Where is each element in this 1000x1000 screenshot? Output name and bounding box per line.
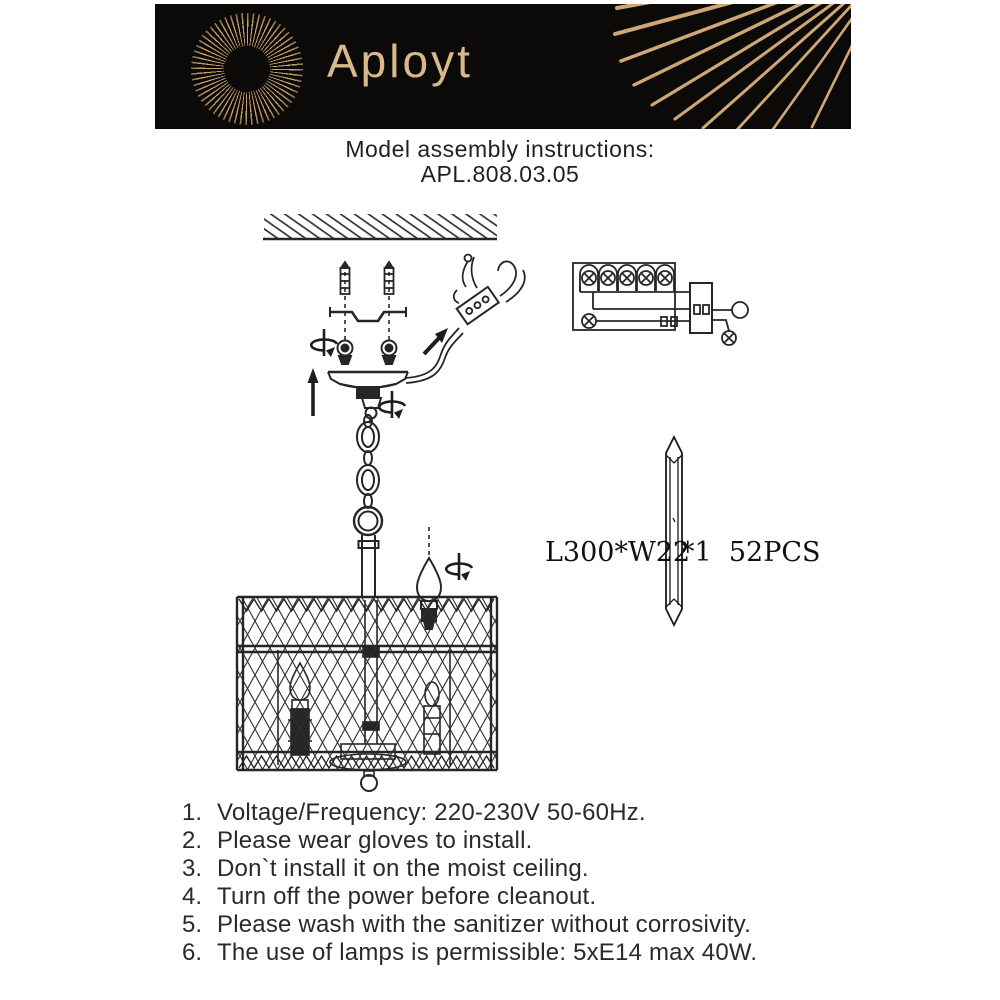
sheet-title: Model assembly instructions: [345, 136, 655, 162]
instruction-text: Please wash with the sanitizer without corrosivity. [217, 911, 751, 938]
instruction-item [160, 939, 757, 967]
instruction-item [160, 827, 757, 855]
lift-arrow-icon [308, 368, 319, 416]
mounting-hardware [330, 262, 406, 364]
ceiling-hatch [263, 214, 497, 239]
instruction-number: 2. [181, 827, 202, 854]
instruction-text: Please wear gloves to install. [217, 827, 533, 854]
brand-name: Aployt [327, 35, 473, 87]
instruction-text: Voltage/Frequency: 220-230V 50-60Hz. [217, 799, 646, 826]
rotate-icon [379, 391, 405, 419]
instruction-number: 3. [181, 855, 202, 882]
instruction-text: The use of lamps is permissible: 5xE14 max 40W. [217, 939, 758, 966]
instruction-item [160, 855, 757, 883]
instruction-item [160, 799, 757, 827]
instruction-item [160, 883, 757, 911]
instruction-text: Turn off the power before cleanout. [217, 883, 597, 910]
instruction-number: 6. [181, 939, 202, 966]
instruction-item [160, 911, 757, 939]
crystal-size-label: L300*W22 [545, 537, 691, 568]
instruction-number: 1. [181, 799, 202, 826]
drum-shade [237, 597, 497, 791]
instruction-text: Don`t install it on the moist ceiling. [217, 855, 589, 882]
crystal-rod [666, 437, 682, 625]
wiring-schematic [573, 263, 748, 345]
instruction-list [160, 799, 757, 967]
wire-connection [406, 255, 525, 384]
rotate-icon [446, 553, 472, 581]
crystal-qty-label: *1 52PCS [681, 537, 821, 568]
instruction-number: 4. [181, 883, 202, 910]
instruction-number: 5. [181, 911, 202, 938]
rotate-icon [311, 329, 337, 357]
chain-assembly [354, 415, 382, 597]
model-number: APL.808.03.05 [420, 161, 580, 187]
